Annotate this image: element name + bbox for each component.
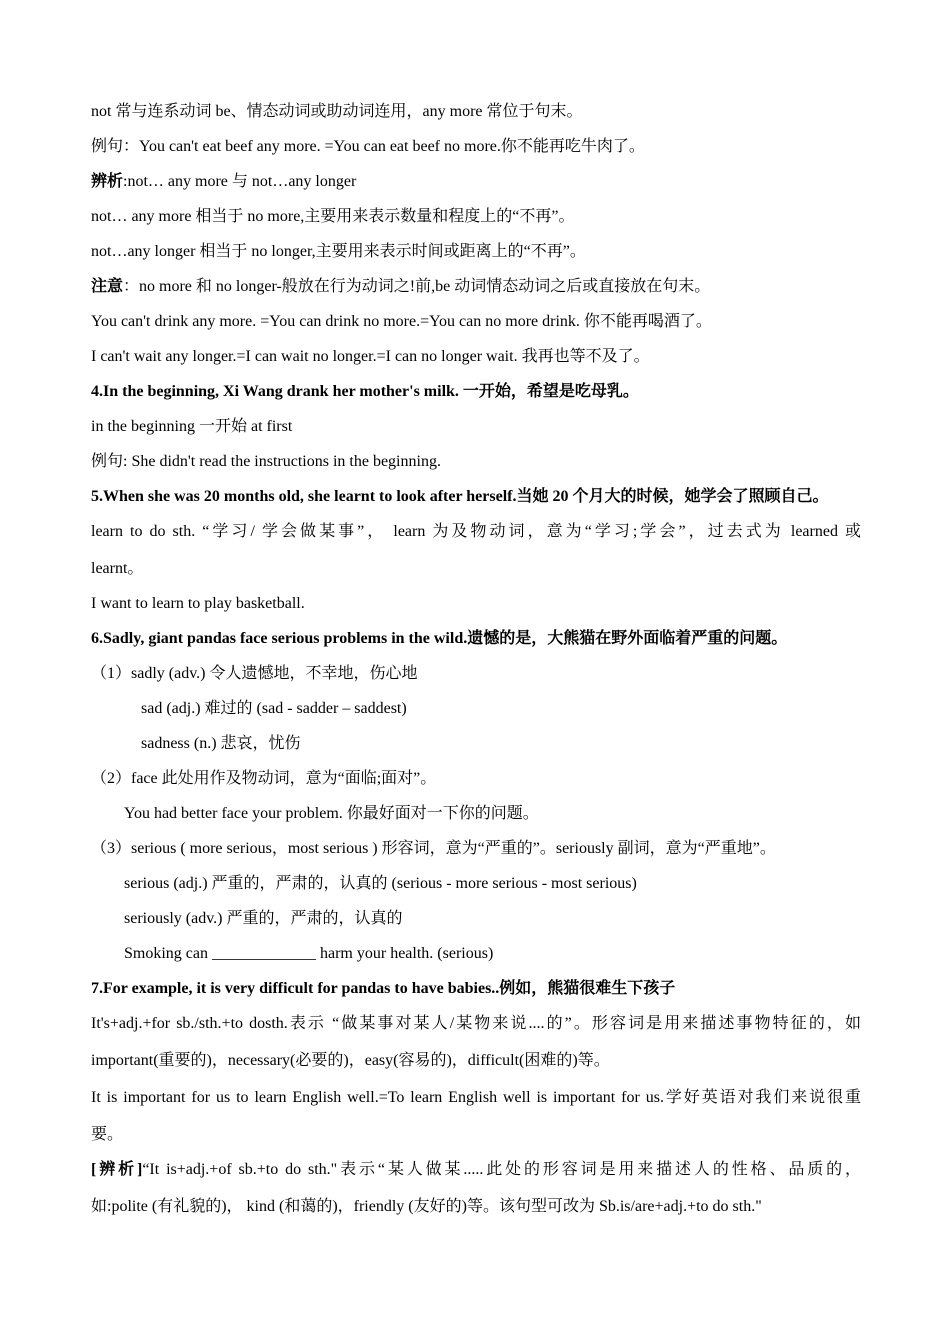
text-line: sad (adj.) 难过的 (sad - sadder – saddest): [141, 700, 407, 717]
text-line: in the beginning 一开始 at first: [91, 418, 293, 435]
text-line: （1）sadly (adv.) 令人遗憾地，不幸地，伤心地: [91, 665, 418, 682]
line-text: ：no more 和 no longer-般放在行为动词之!前,be 动词情态动词之后或直接放在句末。: [123, 278, 711, 295]
text-line: （2）face 此处用作及物动词，意为“面临;面对”。: [91, 770, 437, 787]
bold-label: 注意: [91, 278, 124, 295]
text-line: 要。: [91, 1126, 124, 1143]
text-line: seriously (adv.) 严重的，严肃的，认真的: [124, 910, 403, 927]
text-line-note: [91, 276, 861, 298]
text-line: 例句：You can't eat beef any more. =You can eat beef no more.你不能再吃牛肉了。: [91, 138, 645, 155]
text-line: It is important for us to learn English well.=To learn English well is important for us.学好英语对我们来说很重: [91, 1089, 861, 1106]
text-line: （3）serious ( more serious，most serious ) 形容词，意为“严重的”。seriously 副词，意为“严重地”。: [91, 840, 776, 857]
text-line: 例句: She didn't read the instructions in the beginning.: [91, 453, 441, 470]
section-heading-5: 5.When she was 20 months old, she learnt to look after herself.当她 20 个月大的时候，她学会了照顾自己。: [91, 488, 829, 505]
text-line: not… any more 相当于 no more,主要用来表示数量和程度上的“不再”。: [91, 208, 575, 225]
text-line: You can't drink any more. =You can drink no more.=You can no more drink. 你不能再喝酒了。: [91, 313, 712, 330]
section-heading-4: 4.In the beginning, Xi Wang drank her mother's milk. 一开始，希望是吃母乳。: [91, 383, 639, 400]
text-line: I can't wait any longer.=I can wait no longer.=I can no longer wait. 我再也等不及了。: [91, 348, 650, 365]
text-line: I want to learn to play basketball.: [91, 595, 305, 612]
text-line: not 常与连系动词 be、情态动词或助动词连用，any more 常位于句末。: [91, 103, 583, 120]
section-heading-7: 7.For example, it is very difficult for pandas to have babies..例如，熊猫很难生下孩子: [91, 980, 676, 997]
text-line-discrimination: [91, 171, 861, 193]
text-line-discrimination-2: [91, 1159, 861, 1181]
text-line: serious (adj.) 严重的，严肃的，认真的 (serious - more serious - most serious): [124, 875, 637, 892]
text-line: learnt。: [91, 560, 144, 577]
bold-label: [辨析]: [91, 1161, 143, 1178]
text-line: sadness (n.) 悲哀，忧伤: [141, 735, 301, 752]
bold-label: 辨析: [91, 173, 124, 190]
text-line: learn to do sth. “学习/ 学会做某事”， learn 为及物动词，意为“学习;学会”，过去式为 learned 或: [91, 523, 861, 540]
exercise-line: Smoking can _____________ harm your health. (serious): [124, 945, 494, 962]
line-text: :not… any more 与 not…any longer: [123, 173, 357, 190]
text-line: You had better face your problem. 你最好面对一下你的问题。: [124, 805, 539, 822]
text-line: 如:polite (有礼貌的)， kind (和蔼的)，friendly (友好的)等。该句型可改为 Sb.is/are+adj.+to do sth.": [91, 1198, 762, 1215]
text-line: important(重要的)，necessary(必要的)，easy(容易的)，difficult(困难的)等。: [91, 1052, 610, 1069]
text-line: It's+adj.+for sb./sth.+to dosth.表示 “做某事对某人/某物来说....的”。形容词是用来描述事物特征的，如: [91, 1015, 861, 1032]
text-line: not…any longer 相当于 no longer,主要用来表示时间或距离上的“不再”。: [91, 243, 586, 260]
line-text: “It is+adj.+of sb.+to do sth."表示“某人做某.....此处的形容词是用来描述人的性格、品质的，: [142, 1161, 861, 1178]
section-heading-6: 6.Sadly, giant pandas face serious problems in the wild.遗憾的是，大熊猫在野外面临着严重的问题。: [91, 630, 788, 647]
